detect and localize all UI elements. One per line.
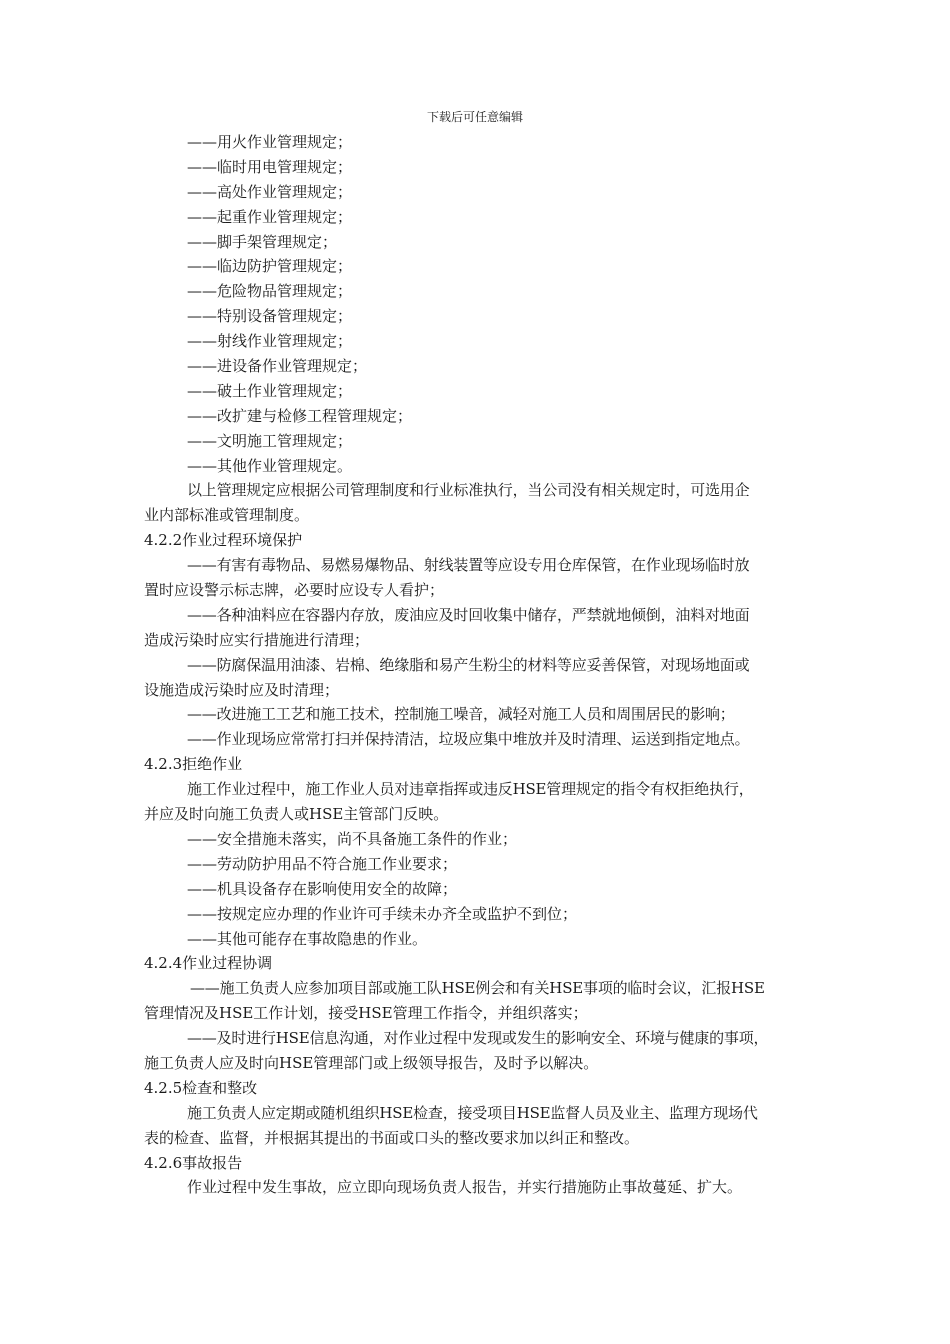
list-item: ——临时用电管理规定； — [187, 157, 353, 176]
list-item: ——机具设备存在影响使用安全的故障； — [187, 879, 458, 898]
list-item: ——劳动防护用品不符合施工作业要求； — [187, 854, 458, 873]
list-item: ——安全措施未落实，尚不具备施工条件的作业； — [187, 829, 518, 848]
list-item: ——用火作业管理规定； — [187, 133, 353, 151]
list-item: ——临边防护管理规定； — [187, 257, 353, 276]
list-item: ——射线作业管理规定； — [187, 332, 353, 351]
paragraph-line: ——有害有毒物品、易燃易爆物品、射线装置等应设专用仓库保管，在作业现场临时放 — [187, 556, 750, 575]
paragraph-line: 施工负责人应定期或随机组织HSE检查，接受项目HSE监督人员及业主、监理方现场代 — [187, 1103, 758, 1122]
list-item: ——脚手架管理规定； — [187, 232, 338, 251]
section-heading: 4.2.3拒绝作业 — [144, 755, 243, 774]
paragraph-line: ——作业现场应常常打扫并保持清洁，垃圾应集中堆放并及时清理、运送到指定地点。 — [187, 730, 750, 749]
paragraph-line: 表的检查、监督，并根据其提出的书面或口头的整改要求加以纠正和整改。 — [144, 1128, 640, 1147]
list-item: ——进设备作业管理规定； — [187, 357, 368, 376]
section-heading: 4.2.4作业过程协调 — [144, 954, 273, 973]
paragraph-line: 置时应设警示标志牌，必要时应设专人看护； — [144, 581, 445, 600]
list-item: ——其他作业管理规定。 — [187, 456, 353, 475]
list-item: ——特别设备管理规定； — [187, 307, 353, 326]
paragraph-line: ——及时进行HSE信息沟通，对作业过程中发现或发生的影响安全、环境与健康的事项， — [187, 1029, 769, 1048]
section-heading: 4.2.6事故报告 — [144, 1153, 243, 1172]
list-item: ——高处作业管理规定； — [187, 182, 353, 201]
paragraph-line: 并应及时向施工负责人或HSE主管部门反映。 — [144, 805, 449, 824]
paragraph-line: 造成污染时应实行措施进行清理； — [144, 630, 370, 649]
paragraph-line: 施工作业过程中，施工作业人员对违章指挥或违反HSE管理规定的指令有权拒绝执行， — [187, 780, 754, 799]
list-item: ——起重作业管理规定； — [187, 207, 353, 226]
paragraph-line: ——防腐保温用油漆、岩棉、绝缘脂和易产生粉尘的材料等应妥善保管，对现场地面或 — [187, 655, 750, 674]
paragraph-line: ——施工负责人应参加项目部或施工队HSE例会和有关HSE事项的临时会议，汇报HSE — [190, 979, 765, 998]
paragraph-line: 以上管理规定应根据公司管理制度和行业标准执行，当公司没有相关规定时，可选用企 — [187, 481, 750, 500]
paragraph-line: 作业过程中发生事故，应立即向现场负责人报告，并实行措施防止事故蔓延、扩大。 — [187, 1178, 743, 1197]
paragraph-line: 设施造成污染时应及时清理； — [144, 680, 340, 699]
list-item: ——其他可能存在事故隐患的作业。 — [187, 929, 428, 948]
page-header-note: 下载后可任意编辑 — [426, 110, 523, 124]
paragraph-line: ——改进施工工艺和施工技术，控制施工噪音，减轻对施工人员和周围居民的影响； — [187, 705, 735, 724]
paragraph-line: 管理情况及HSE工作计划，接受HSE管理工作指令，并组织落实； — [144, 1004, 588, 1023]
document-body — [144, 130, 844, 1200]
list-item: ——破土作业管理规定； — [187, 381, 353, 400]
list-item: ——文明施工管理规定； — [187, 431, 353, 450]
list-item: ——危险物品管理规定； — [187, 282, 353, 301]
section-heading: 4.2.5检查和整改 — [144, 1078, 258, 1097]
paragraph-line: 施工负责人应及时向HSE管理部门或上级领导报告，及时予以解决。 — [144, 1053, 599, 1072]
paragraph-line: ——各种油料应在容器内存放，废油应及时回收集中储存，严禁就地倾倒，油料对地面 — [187, 605, 750, 624]
list-item: ——按规定应办理的作业许可手续未办齐全或监护不到位； — [187, 904, 578, 923]
paragraph-line: 业内部标准或管理制度。 — [144, 506, 310, 525]
section-heading: 4.2.2作业过程环境保护 — [144, 531, 303, 550]
list-item: ——改扩建与检修工程管理规定； — [187, 406, 413, 425]
